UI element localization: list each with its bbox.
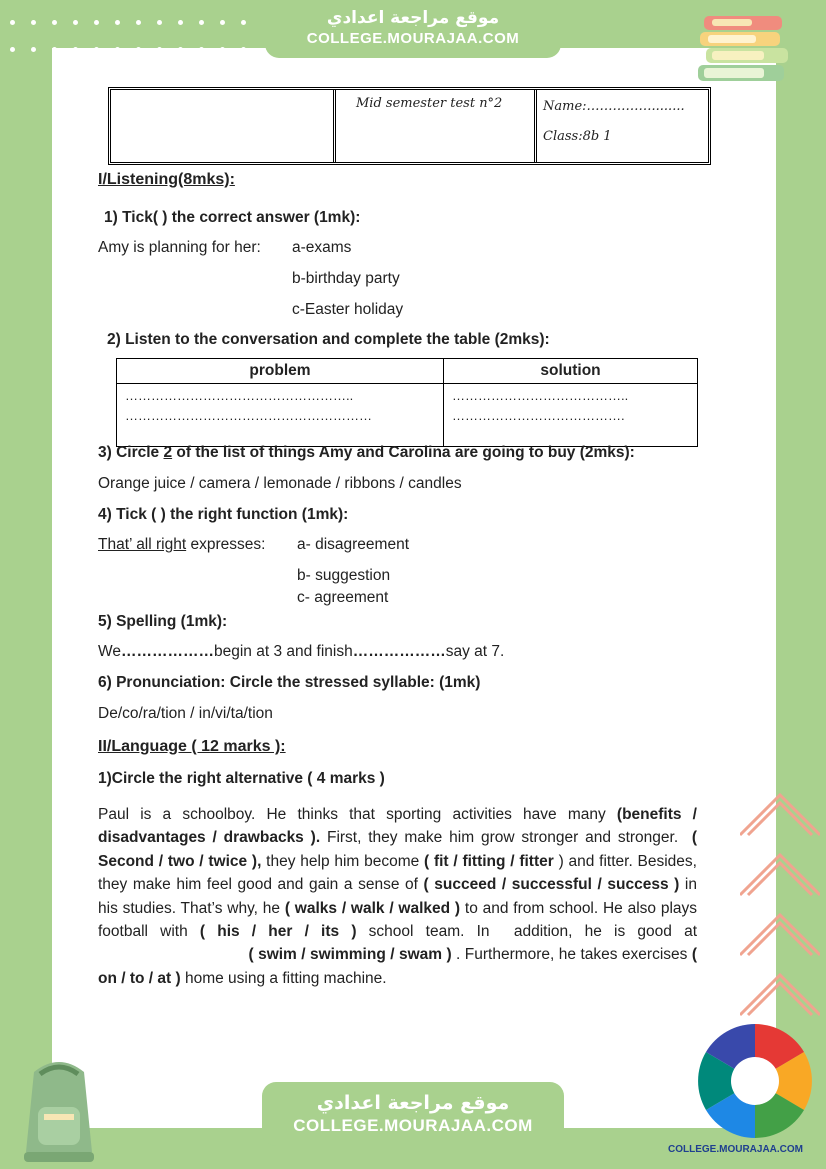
dot [178, 20, 183, 25]
test-title: Mid semester test n°2 [336, 90, 537, 162]
listening-title: I/Listening(8mks): [98, 171, 235, 188]
dot [31, 20, 36, 25]
dot [115, 47, 120, 52]
blank-line: …………………………………………….. [125, 388, 354, 403]
dot [94, 20, 99, 25]
solution-cell[interactable] [444, 384, 698, 447]
q3-items[interactable]: Orange juice / camera / lemonade / ribbons / candles [98, 475, 462, 492]
q1-prompt: 1) Tick( ) the correct answer (1mk): [104, 209, 361, 226]
q4-stem-text: expresses: [186, 536, 266, 553]
q6-prompt: 6) Pronunciation: Circle the stressed syllable: (1mk) [98, 674, 481, 691]
q1-option[interactable]: c-Easter holiday [292, 301, 404, 318]
dot [157, 20, 162, 25]
site-url: COLLEGE.MOURAJAA.COM [293, 1116, 533, 1135]
site-banner-top[interactable] [265, 0, 561, 58]
dot [94, 47, 99, 52]
q1-option[interactable]: b-birthday party [292, 270, 400, 287]
blank-line: ………………………………………………… [125, 408, 372, 423]
dot [31, 47, 36, 52]
q5-blank[interactable]: ……………… [120, 643, 214, 660]
q3-prompt-number: 2 [163, 444, 173, 461]
blank-line: …………………………………. [452, 408, 625, 423]
class-label: Class:8b 1 [543, 129, 612, 144]
name-label: Name:……………........ [543, 99, 685, 114]
site-banner-bottom[interactable] [262, 1082, 564, 1146]
q6-words[interactable]: De/co/ra/tion / in/vi/ta/tion [98, 705, 273, 722]
problem-solution-table [116, 358, 698, 447]
q5-mid: begin at 3 and finish [213, 643, 353, 660]
site-arabic-name: موقع مراجعة اعدادي [326, 8, 500, 28]
blank-line: ………………………………….. [452, 388, 629, 403]
dot [136, 47, 141, 52]
q5-blank[interactable]: ……………… [352, 643, 446, 660]
dot [199, 47, 204, 52]
language-q1-prompt: 1)Circle the right alternative ( 4 marks ) [98, 770, 385, 787]
dot [241, 20, 246, 25]
dot [10, 47, 15, 52]
q4-option[interactable]: c- agreement [297, 589, 389, 606]
dot [220, 47, 225, 52]
alternatives-paragraph[interactable]: Paul is a schoolboy. He thinks that sporting activities have many (benefits / disadvantages / drawbacks ). First, they make him grow stronger and stronger. ( Second / two / twice ), they help him become ( fit / fitting / fitter ) and fitter. Besides, they make him feel good and gain a sense of ( succeed / successful / success ) in his studies. That’s why, he ( walks / walk / walked ) to and from school. He also plays football with ( his / her / its ) school team. In addition, he is good at ( swim / swimming / swam ) . Furthermore, he takes exercises ( on / to / at ) home using a fitting machine. [98, 806, 698, 987]
dot [178, 47, 183, 52]
q5-prompt: 5) Spelling (1mk): [98, 613, 228, 630]
q3-prompt-start: 3) Circle [98, 444, 164, 461]
books-icon [694, 10, 799, 85]
header-table [108, 87, 711, 165]
header-cell-info [537, 90, 708, 162]
dot [115, 20, 120, 25]
dot [52, 20, 57, 25]
site-arabic-name: موقع مراجعة اعدادي [316, 1092, 510, 1114]
language-title: II/Language ( 12 marks ): [98, 738, 286, 755]
table-header: problem [117, 359, 444, 384]
q5-end: say at 7. [445, 643, 505, 660]
q2-prompt: 2) Listen to the conversation and complete the table (2mks): [107, 331, 550, 348]
q4-option[interactable]: a- disagreement [297, 536, 410, 553]
dot [136, 20, 141, 25]
footer-site-url[interactable]: COLLEGE.MOURAJAA.COM [668, 1144, 803, 1155]
q1-option[interactable]: a-exams [292, 239, 352, 256]
dot [220, 20, 225, 25]
dot [199, 20, 204, 25]
q4-option[interactable]: b- suggestion [297, 567, 391, 584]
header-cell-blank [111, 90, 336, 162]
q4-prompt: 4) Tick ( ) the right function (1mk): [98, 506, 349, 523]
problem-cell[interactable] [117, 384, 444, 447]
dot [157, 47, 162, 52]
q3-prompt [98, 444, 635, 462]
chevrons-icon [740, 790, 820, 1050]
backpack-icon [4, 1052, 114, 1167]
dot [241, 47, 246, 52]
site-url: COLLEGE.MOURAJAA.COM [306, 30, 520, 47]
dot [10, 20, 15, 25]
dot [73, 47, 78, 52]
decorative-dots [0, 2, 250, 52]
q3-prompt-end: of the list of things Amy and Carolina are going to buy (2mks): [172, 444, 635, 461]
q4-phrase: That’ all right [98, 536, 187, 553]
q5-sentence [98, 643, 504, 661]
table-header: solution [444, 359, 698, 384]
dot [73, 20, 78, 25]
q5-we: We [98, 643, 121, 660]
q1-stem: Amy is planning for her: [98, 239, 261, 256]
school-wheel-icon [696, 1022, 814, 1140]
q4-stem [98, 536, 265, 554]
dot [52, 47, 57, 52]
